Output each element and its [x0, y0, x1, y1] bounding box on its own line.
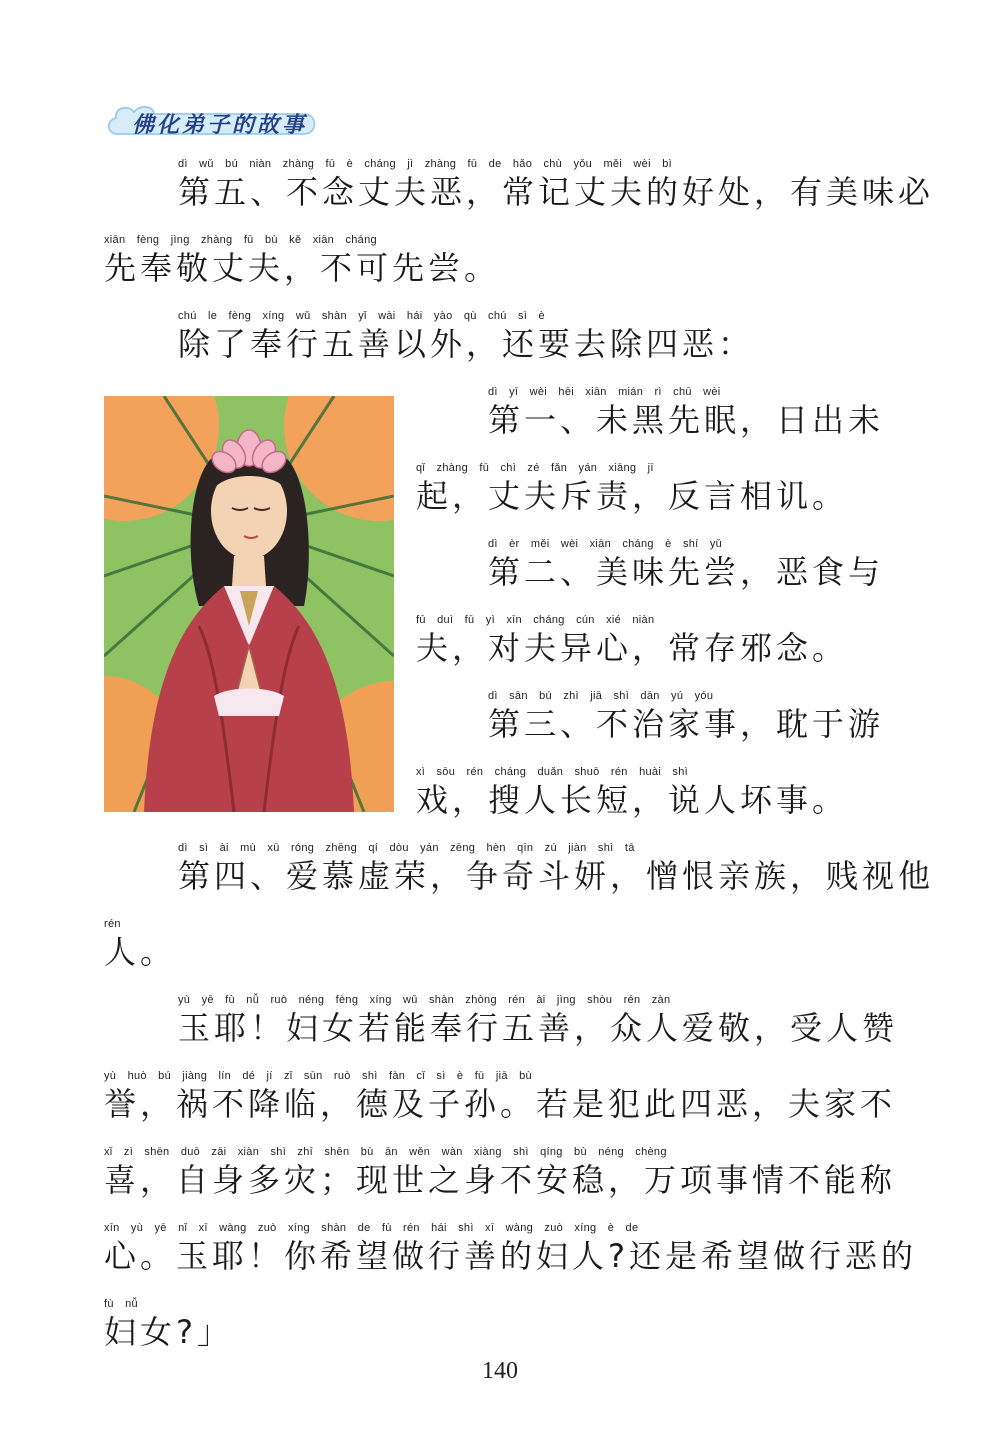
page-number: 140: [482, 1358, 518, 1384]
pinyin-line: dì sì ài mù xū róng zhēng qí dòu yán zēng hèn qīn zú jiàn shì tā: [178, 842, 635, 854]
pinyin-line: dì yī wèi hēi xiān mián rì chū wèi: [488, 386, 721, 398]
chinese-line: 喜，自身多灾；现世之身不安稳，万项事情不能称: [104, 1161, 897, 1199]
pinyin-line: xiān fèng jìng zhàng fū bù kě xiān cháng: [104, 234, 377, 246]
pinyin-line: dì èr měi wèi xiān cháng è shí yǔ: [488, 538, 723, 550]
illustration-praying-woman: [104, 396, 394, 812]
pinyin-line: dì wǔ bú niàn zhàng fū è cháng jì zhàng fū de hǎo chù yǒu měi wèi bì: [178, 158, 672, 170]
text-line: [488, 386, 896, 446]
chinese-line: 人。: [104, 933, 177, 971]
text-line: [416, 462, 896, 522]
chinese-line: 心。玉耶！你希望做行善的妇人?还是希望做行恶的: [104, 1237, 917, 1275]
chinese-line: 第四、爱慕虚荣，争奇斗妍，憎恨亲族，贱视他: [178, 857, 935, 895]
pinyin-line: fù nǚ: [104, 1298, 138, 1310]
chinese-line: 妇女?」: [104, 1313, 233, 1351]
pinyin-line: xǐ zì shēn duō zāi xiàn shì zhī shēn bù ān wěn wàn xiàng shì qíng bù néng chèng: [104, 1146, 667, 1158]
text-line: [104, 234, 896, 294]
pinyin-line: xīn yù yē nǐ xī wàng zuò xíng shàn de fù rén hái shì xī wàng zuò xíng è de: [104, 1222, 639, 1234]
pinyin-line: xì sōu rén cháng duǎn shuō rén huài shì: [416, 766, 689, 778]
text-line: [488, 538, 896, 598]
text-line: [178, 842, 935, 902]
text-line: [416, 766, 896, 826]
text-line: [416, 614, 896, 674]
chinese-line: 第二、美味先尝，恶食与: [488, 553, 885, 591]
chinese-line: 起，丈夫斥责，反言相讥。: [416, 477, 849, 515]
chinese-line: 誉，祸不降临，德及子孙。若是犯此四恶，夫家不: [104, 1085, 897, 1123]
pinyin-line: yù yē fù nǚ ruò néng fèng xíng wǔ shàn zhòng rén ài jìng shòu rén zàn: [178, 994, 671, 1006]
chinese-line: 第一、未黑先眠，日出未: [488, 401, 885, 439]
text-line: [178, 158, 935, 218]
pinyin-line: dì sān bú zhì jiā shì dān yú yóu: [488, 690, 714, 702]
chinese-line: 第三、不治家事，耽于游: [488, 705, 885, 743]
text-line: [488, 690, 896, 750]
text-line: [104, 1146, 896, 1206]
text-line: [104, 1070, 896, 1130]
pinyin-line: rén: [104, 918, 121, 930]
pinyin-line: qǐ zhàng fū chì zé fǎn yán xiāng jī: [416, 462, 654, 474]
chinese-line: 夫，对夫异心，常存邪念。: [416, 629, 849, 667]
chinese-line: 先奉敬丈夫，不可先尝。: [104, 249, 501, 287]
pinyin-line: yù huò bú jiàng lín dé jí zǐ sūn ruò shì fàn cǐ sì è fū jiā bù: [104, 1070, 532, 1082]
series-title: 佛化弟子的故事: [132, 113, 308, 138]
text-line: [104, 918, 896, 978]
chinese-line: 戏，搜人长短，说人坏事。: [416, 781, 849, 819]
chinese-line: 玉耶！妇女若能奉行五善，众人爱敬，受人赞: [178, 1009, 899, 1047]
pinyin-line: fū duì fū yì xīn cháng cún xié niàn: [416, 614, 655, 626]
pinyin-line: chú le fèng xíng wǔ shàn yǐ wài hái yào qù chú sì è: [178, 310, 545, 322]
text-line: [104, 1222, 917, 1282]
chinese-line: 除了奉行五善以外，还要去除四恶：: [178, 325, 755, 363]
text-line: [178, 310, 896, 370]
chinese-line: 第五、不念丈夫恶，常记丈夫的好处，有美味必: [178, 173, 935, 211]
text-line: [104, 1298, 896, 1358]
text-line: [178, 994, 899, 1054]
series-title-tag: [104, 100, 324, 144]
